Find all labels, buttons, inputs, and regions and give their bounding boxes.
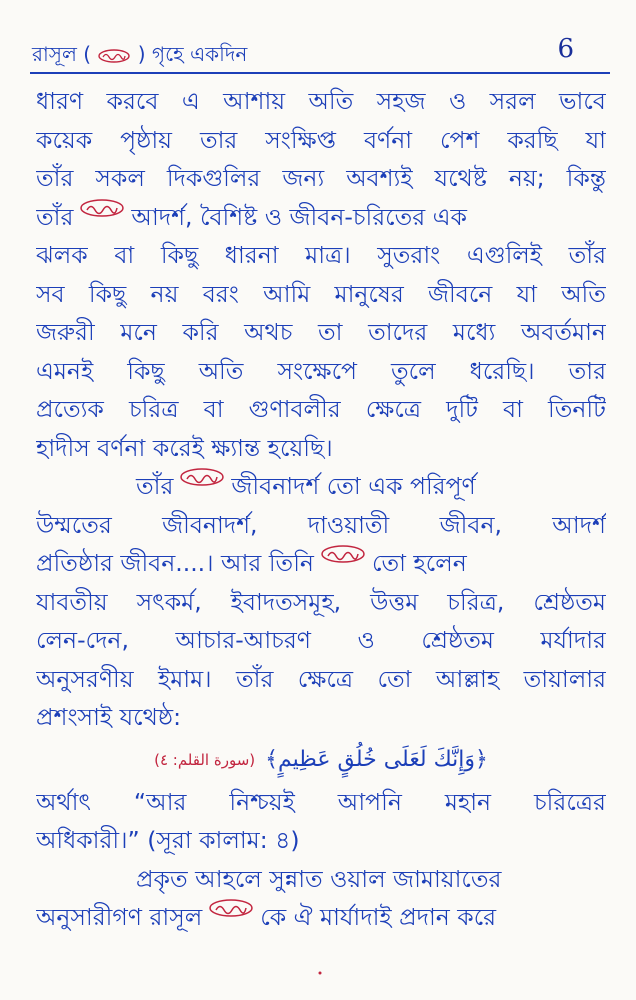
word: গুণাবলীর xyxy=(248,395,341,423)
word: তায়ালার xyxy=(523,664,606,693)
word: প্রত্যেক xyxy=(36,395,104,423)
word: চরিত্রের xyxy=(534,787,606,816)
word: জীবনাদর্শ, xyxy=(162,510,258,539)
word: ধারনা xyxy=(224,241,279,269)
word: “আর xyxy=(133,787,187,816)
word: আল্লাহ xyxy=(435,664,500,693)
word: আমি xyxy=(263,279,311,308)
text-line xyxy=(36,313,606,352)
text-line: প্রশংসাই যথেষ্ঠ: xyxy=(36,703,182,731)
word: সৎকর্ম, xyxy=(136,587,202,616)
text-line xyxy=(36,506,606,545)
word: জীবন, xyxy=(439,510,502,539)
text-line: অধিকারী।” (সূরা কালাম: ৪) xyxy=(36,826,300,854)
word: যাবতীয় xyxy=(36,587,108,616)
word: কিছু xyxy=(160,241,199,269)
word: ইমাম। xyxy=(158,664,212,693)
text-line xyxy=(36,82,606,121)
word: যথেষ্ট xyxy=(434,164,487,192)
word: মনে xyxy=(120,318,157,346)
text-line xyxy=(36,898,606,937)
word: আপনি xyxy=(337,787,402,816)
quran-ayah: ﴿وَإِنَّكَ لَعَلَى خُلُقٍ عَظِيمٍ﴾ xyxy=(265,747,488,772)
word: এ xyxy=(181,87,200,115)
word: বরং xyxy=(202,279,239,308)
salutation-seal-icon xyxy=(79,198,125,218)
text-fragment: অনুসারীগণ রাসূল xyxy=(36,903,203,931)
word: ইবাদতসমূহ, xyxy=(230,587,342,616)
text-line xyxy=(36,660,606,699)
word: অতি xyxy=(308,87,354,115)
word: তাদের xyxy=(368,318,428,346)
word: কিন্তু xyxy=(566,164,606,192)
word: সহজ xyxy=(376,87,426,115)
text-fragment: তাঁর xyxy=(136,472,174,500)
word: আদর্শ xyxy=(552,510,606,539)
word: করি xyxy=(182,318,219,346)
word: দাওয়াতী xyxy=(307,510,390,539)
word: নিশ্চয়ই xyxy=(229,787,295,816)
word: সুতরাং xyxy=(377,241,441,269)
text-line xyxy=(36,621,606,660)
text-line xyxy=(36,783,606,822)
running-title-end: ) গৃহে একদিন xyxy=(137,42,248,66)
word: অথচ xyxy=(244,318,293,346)
word: মর্যাদার xyxy=(540,626,606,654)
word: জন্য xyxy=(282,164,325,192)
text-fragment: কে ঐ মার্যাদাই প্রদান করে xyxy=(260,903,497,931)
word: জরুরী xyxy=(36,318,95,346)
word: ভাবে xyxy=(559,87,606,115)
quran-verse xyxy=(36,737,606,783)
page-body xyxy=(36,82,606,937)
word: জীবনে xyxy=(428,279,493,308)
word: তো xyxy=(377,664,412,693)
word: তাঁর xyxy=(36,164,74,192)
word: কয়েক xyxy=(36,125,93,154)
word: ক্ষেত্রে xyxy=(365,395,422,423)
word: উত্তম xyxy=(370,587,419,616)
salutation-seal-icon xyxy=(320,544,366,564)
word: দিকগুলির xyxy=(166,164,261,192)
word: তা xyxy=(318,318,343,346)
word: অতি xyxy=(561,279,606,308)
word: মধ্যে xyxy=(452,318,496,346)
salutation-seal-icon xyxy=(208,898,254,918)
word: সংক্ষেপে xyxy=(277,356,357,385)
text-line xyxy=(36,467,606,506)
word: তাঁর xyxy=(236,664,274,693)
word: অনুসরণীয় xyxy=(36,664,134,693)
text-line xyxy=(36,275,606,314)
running-title-start: রাসূল ( xyxy=(32,42,92,66)
word: বা xyxy=(203,395,224,423)
salutation-seal-icon xyxy=(97,48,131,64)
word: ধরেছি। xyxy=(469,356,535,385)
word: বা xyxy=(114,241,135,269)
word: নয়; xyxy=(508,164,545,192)
word: ও xyxy=(357,626,375,654)
page-header xyxy=(0,0,636,82)
quran-reference: (سورة القلم: ٤) xyxy=(154,750,256,769)
word: আশায় xyxy=(223,87,286,115)
word: পেশ xyxy=(440,125,480,154)
text-fragment: তো হলেন xyxy=(371,549,467,577)
word: চরিত্র xyxy=(128,395,179,423)
word: শ্রেষ্ঠতম xyxy=(421,626,494,654)
footer-ornament xyxy=(300,970,340,976)
word: তার xyxy=(568,356,606,385)
running-title xyxy=(32,40,247,73)
word: মহান xyxy=(444,787,492,816)
word: এমনই xyxy=(36,356,94,385)
text-line xyxy=(36,583,606,622)
word: ক্ষেত্রে xyxy=(297,664,354,693)
text-fragment: জীবনাদর্শ তো এক পরিপূর্ণ xyxy=(231,472,476,500)
text-fragment: আদর্শ, বৈশিষ্ট ও জীবন-চরিতের এক xyxy=(131,202,467,231)
word: ও xyxy=(448,87,467,115)
word: তুলে xyxy=(391,356,436,385)
word: নয় xyxy=(150,279,179,308)
text-line xyxy=(36,159,606,198)
text-fragment: প্রতিষ্ঠার জীবন....। আর তিনি xyxy=(36,549,314,577)
word: অবর্তমান xyxy=(520,318,606,346)
word: তিনটি xyxy=(548,395,606,423)
word: বা xyxy=(503,395,523,423)
page-number: 6 xyxy=(557,34,574,64)
word: ধারণ xyxy=(36,87,84,115)
text-line: হাদীস বর্ণনা করেই ক্ষ্যান্ত হয়েছি। xyxy=(36,433,333,462)
text-line xyxy=(36,390,606,429)
word: সকল xyxy=(95,164,145,192)
salutation-seal-icon xyxy=(179,467,225,487)
word: লেন-দেন, xyxy=(36,626,129,654)
word: মাত্র। xyxy=(305,241,351,269)
word: তার xyxy=(199,125,238,154)
word: কিছু xyxy=(127,356,165,385)
word: পৃষ্ঠায় xyxy=(120,125,173,154)
word: করবে xyxy=(106,87,159,115)
word: অতি xyxy=(198,356,244,385)
word: এগুলিই xyxy=(466,241,543,269)
header-rule xyxy=(30,72,610,74)
text-fragment: তাঁর xyxy=(36,202,74,231)
word: তাঁর xyxy=(568,241,606,269)
word: মানুষের xyxy=(334,279,404,308)
word: অবশ্যই xyxy=(346,164,413,192)
word: ঝলক xyxy=(36,241,88,269)
word: যা xyxy=(516,279,537,308)
word: সব xyxy=(36,279,65,308)
text-line xyxy=(36,121,606,160)
text-line xyxy=(36,236,606,275)
text-line xyxy=(36,544,606,583)
word: সরল xyxy=(489,87,536,115)
word: দুটি xyxy=(446,395,478,423)
word: চরিত্র, xyxy=(447,587,505,616)
word: সংক্ষিপ্ত xyxy=(265,125,336,154)
word: শ্রেষ্ঠতম xyxy=(533,587,606,616)
text-line xyxy=(36,198,606,237)
text-line: প্রকৃত আহলে সুন্নাত ওয়াল জামায়াতের xyxy=(136,864,502,893)
word: অর্থাৎ xyxy=(36,787,91,816)
word: আচার-আচরণ xyxy=(175,626,311,654)
text-line xyxy=(36,352,606,391)
word: উম্মতের xyxy=(36,510,112,539)
word: কিছু xyxy=(88,279,127,308)
word: যা xyxy=(585,125,606,154)
word: করছি xyxy=(507,125,558,154)
word: বর্ণনা xyxy=(363,125,413,154)
